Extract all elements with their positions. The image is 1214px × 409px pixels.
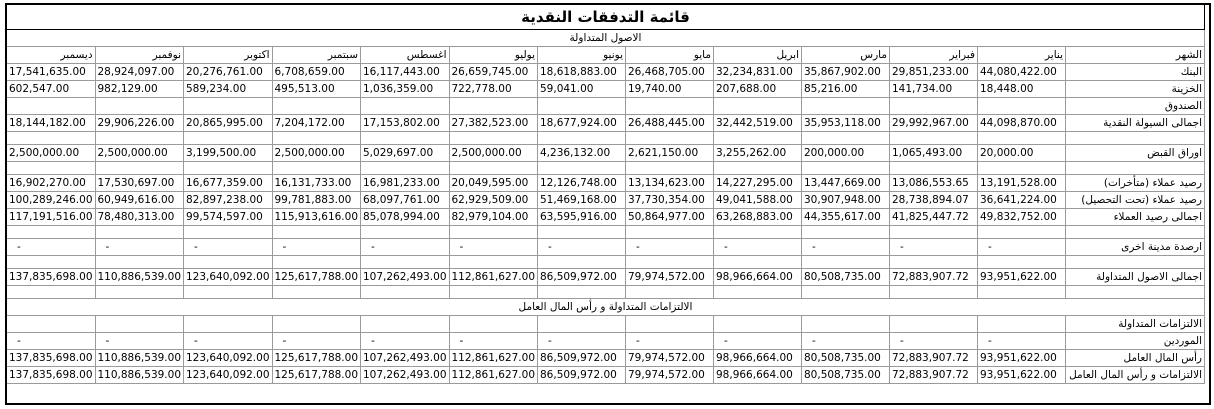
value-cell[interactable]: 28,738,894.07 <box>890 192 978 209</box>
month-header[interactable]: اغسطس <box>361 47 450 64</box>
month-header[interactable]: يوليو <box>449 47 538 64</box>
empty-cell[interactable] <box>714 316 802 333</box>
value-cell[interactable]: - <box>626 239 714 256</box>
value-cell[interactable]: 112,861,627.00 <box>449 350 538 367</box>
value-cell[interactable]: 17,541,635.00 <box>7 64 96 81</box>
value-cell[interactable]: - <box>802 333 890 350</box>
empty-cell[interactable] <box>714 256 802 269</box>
table-row-customers_overdue <box>7 175 1205 192</box>
empty-cell[interactable] <box>978 98 1066 115</box>
empty-cell[interactable] <box>890 132 978 145</box>
value-cell[interactable]: 1,065,493.00 <box>890 145 978 162</box>
empty-cell[interactable] <box>449 226 538 239</box>
value-cell[interactable]: 26,468,705.00 <box>626 64 714 81</box>
value-cell[interactable]: 117,191,516.00 <box>7 209 96 226</box>
empty-cell[interactable] <box>272 226 361 239</box>
empty-cell[interactable] <box>626 162 714 175</box>
empty-cell[interactable] <box>538 98 626 115</box>
value-cell[interactable]: 20,049,595.00 <box>449 175 538 192</box>
table-row-fund <box>7 98 1205 115</box>
empty-cell[interactable] <box>361 286 450 299</box>
value-cell[interactable]: 16,677,359.00 <box>184 175 273 192</box>
empty-cell[interactable] <box>449 256 538 269</box>
empty-cell[interactable] <box>95 98 184 115</box>
empty-cell[interactable] <box>802 98 890 115</box>
value-cell[interactable]: 17,530,697.00 <box>95 175 184 192</box>
value-cell[interactable]: 41,825,447.72 <box>890 209 978 226</box>
value-cell[interactable]: - <box>449 333 538 350</box>
row-label[interactable]: اجمالى الاصول المتداولة <box>1066 269 1205 286</box>
empty-cell[interactable] <box>184 226 273 239</box>
empty-cell[interactable] <box>714 226 802 239</box>
value-cell[interactable]: 6,708,659.00 <box>272 64 361 81</box>
value-cell[interactable]: 17,153,802.00 <box>361 115 450 132</box>
empty-cell[interactable] <box>7 286 96 299</box>
empty-cell[interactable] <box>802 162 890 175</box>
empty-cell[interactable] <box>361 256 450 269</box>
month-header[interactable]: فبراير <box>890 47 978 64</box>
value-cell[interactable]: 29,851,233.00 <box>890 64 978 81</box>
empty-cell[interactable] <box>361 132 450 145</box>
empty-cell[interactable] <box>361 226 450 239</box>
value-cell[interactable]: - <box>184 239 273 256</box>
empty-cell[interactable] <box>95 286 184 299</box>
empty-cell[interactable] <box>890 98 978 115</box>
empty-cell[interactable] <box>361 316 450 333</box>
empty-cell[interactable] <box>184 132 273 145</box>
empty-cell[interactable] <box>978 256 1066 269</box>
row-label[interactable]: البنك <box>1066 64 1205 81</box>
value-cell[interactable]: 722,778.00 <box>449 81 538 98</box>
cash-flow-table <box>6 4 1205 384</box>
value-cell[interactable]: 51,469,168.00 <box>538 192 626 209</box>
value-cell[interactable]: 37,730,354.00 <box>626 192 714 209</box>
month-header[interactable]: اكتوبر <box>184 47 273 64</box>
value-cell[interactable]: - <box>95 333 184 350</box>
value-cell[interactable]: 98,966,664.00 <box>714 350 802 367</box>
value-cell[interactable]: 86,509,972.00 <box>538 367 626 384</box>
value-cell[interactable]: 3,199,500.00 <box>184 145 273 162</box>
empty-cell[interactable] <box>7 256 96 269</box>
empty-cell[interactable] <box>802 286 890 299</box>
month-header[interactable]: مارس <box>802 47 890 64</box>
value-cell[interactable]: 107,262,493.00 <box>361 367 450 384</box>
value-cell[interactable]: 29,992,967.00 <box>890 115 978 132</box>
empty-cell[interactable] <box>449 162 538 175</box>
value-cell[interactable]: 99,574,597.00 <box>184 209 273 226</box>
value-cell[interactable]: 125,617,788.00 <box>272 350 361 367</box>
value-cell[interactable]: 19,740.00 <box>626 81 714 98</box>
table-row-customers_collection <box>7 192 1205 209</box>
value-cell[interactable]: 72,883,907.72 <box>890 269 978 286</box>
empty-cell[interactable] <box>1066 226 1205 239</box>
value-cell[interactable]: 80,508,735.00 <box>802 269 890 286</box>
value-cell[interactable]: 495,513.00 <box>272 81 361 98</box>
table-row-treasury <box>7 81 1205 98</box>
empty-cell[interactable] <box>890 286 978 299</box>
value-cell[interactable]: 98,966,664.00 <box>714 367 802 384</box>
value-cell[interactable]: - <box>626 333 714 350</box>
value-cell[interactable]: 80,508,735.00 <box>802 350 890 367</box>
sheet-title <box>7 5 1205 30</box>
value-cell[interactable]: 123,640,092.00 <box>184 367 273 384</box>
empty-cell[interactable] <box>272 316 361 333</box>
value-cell[interactable]: 79,974,572.00 <box>626 350 714 367</box>
empty-cell[interactable] <box>802 256 890 269</box>
value-cell[interactable]: 20,865,995.00 <box>184 115 273 132</box>
empty-cell[interactable] <box>1066 162 1205 175</box>
value-cell[interactable]: 110,886,539.00 <box>95 269 184 286</box>
value-cell[interactable]: 20,276,761.00 <box>184 64 273 81</box>
empty-cell[interactable] <box>7 98 96 115</box>
empty-cell[interactable] <box>978 316 1066 333</box>
value-cell[interactable]: - <box>7 333 96 350</box>
value-cell[interactable]: 35,953,118.00 <box>802 115 890 132</box>
empty-cell[interactable] <box>626 256 714 269</box>
value-cell[interactable]: 4,236,132.00 <box>538 145 626 162</box>
value-cell[interactable]: 79,974,572.00 <box>626 367 714 384</box>
table-row-notes_receivable <box>7 145 1205 162</box>
empty-cell[interactable] <box>714 132 802 145</box>
value-cell[interactable]: 18,144,182.00 <box>7 115 96 132</box>
value-cell[interactable]: - <box>978 333 1066 350</box>
value-cell[interactable]: 2,500,000.00 <box>449 145 538 162</box>
empty-cell[interactable] <box>890 162 978 175</box>
month-header[interactable]: يناير <box>978 47 1066 64</box>
value-cell[interactable]: 28,924,097.00 <box>95 64 184 81</box>
empty-cell[interactable] <box>95 162 184 175</box>
empty-cell[interactable] <box>890 256 978 269</box>
row-label[interactable]: اوراق القبض <box>1066 145 1205 162</box>
value-cell[interactable]: 44,080,422.00 <box>978 64 1066 81</box>
empty-cell[interactable] <box>538 316 626 333</box>
empty-cell[interactable] <box>361 162 450 175</box>
value-cell[interactable]: 78,480,313.00 <box>95 209 184 226</box>
value-cell[interactable]: 26,488,445.00 <box>626 115 714 132</box>
value-cell[interactable]: - <box>538 333 626 350</box>
value-cell[interactable]: 982,129.00 <box>95 81 184 98</box>
table-row-bank <box>7 64 1205 81</box>
empty-cell[interactable] <box>538 256 626 269</box>
empty-cell[interactable] <box>7 132 96 145</box>
value-cell[interactable]: 13,191,528.00 <box>978 175 1066 192</box>
sheet-title-cell[interactable]: قائمة التدفقات النقدية <box>7 5 1205 30</box>
section-liabilities-cell[interactable]: الالتزامات المتداولة و رأس المال العامل <box>7 299 1205 316</box>
value-cell[interactable]: 137,835,698.00 <box>7 269 96 286</box>
empty-cell[interactable] <box>449 98 538 115</box>
empty-cell[interactable] <box>1066 286 1205 299</box>
empty-cell[interactable] <box>449 286 538 299</box>
value-cell[interactable]: 5,029,697.00 <box>361 145 450 162</box>
spacer-row <box>7 226 1205 239</box>
value-cell[interactable]: 62,929,509.00 <box>449 192 538 209</box>
value-cell[interactable]: 100,289,246.00 <box>7 192 96 209</box>
value-cell[interactable]: 13,447,669.00 <box>802 175 890 192</box>
value-cell[interactable]: 36,641,224.00 <box>978 192 1066 209</box>
table-row-liabilities_and_wc <box>7 367 1205 384</box>
empty-cell[interactable] <box>7 162 96 175</box>
value-cell[interactable]: 110,886,539.00 <box>95 350 184 367</box>
value-cell[interactable]: 2,500,000.00 <box>272 145 361 162</box>
value-cell[interactable]: - <box>890 239 978 256</box>
value-cell[interactable]: - <box>714 239 802 256</box>
value-cell[interactable]: 82,979,104.00 <box>449 209 538 226</box>
empty-cell[interactable] <box>714 98 802 115</box>
value-cell[interactable]: 16,902,270.00 <box>7 175 96 192</box>
value-cell[interactable]: 112,861,627.00 <box>449 269 538 286</box>
month-header[interactable]: مايو <box>626 47 714 64</box>
section-current-assets-cell[interactable]: الاصول المتداولة <box>7 30 1205 47</box>
value-cell[interactable]: 125,617,788.00 <box>272 269 361 286</box>
spacer-row <box>7 286 1205 299</box>
value-cell[interactable]: - <box>272 333 361 350</box>
empty-cell[interactable] <box>714 162 802 175</box>
value-cell[interactable]: 16,981,233.00 <box>361 175 450 192</box>
row-label[interactable]: الالتزامات و رأس المال العامل <box>1066 367 1205 384</box>
value-cell[interactable]: 20,000.00 <box>978 145 1066 162</box>
value-cell[interactable]: 35,867,902.00 <box>802 64 890 81</box>
table-row-current_liabilities <box>7 316 1205 333</box>
value-cell[interactable]: 85,216.00 <box>802 81 890 98</box>
value-cell[interactable]: 49,041,588.00 <box>714 192 802 209</box>
value-cell[interactable]: 123,640,092.00 <box>184 269 273 286</box>
value-cell[interactable]: 86,509,972.00 <box>538 350 626 367</box>
value-cell[interactable]: 2,621,150.00 <box>626 145 714 162</box>
section-liabilities <box>7 299 1205 316</box>
empty-cell[interactable] <box>361 98 450 115</box>
value-cell[interactable]: 82,897,238.00 <box>184 192 273 209</box>
value-cell[interactable]: 86,509,972.00 <box>538 269 626 286</box>
empty-cell[interactable] <box>272 98 361 115</box>
empty-cell[interactable] <box>95 256 184 269</box>
header-row <box>7 47 1205 64</box>
value-cell[interactable]: 137,835,698.00 <box>7 350 96 367</box>
value-cell[interactable]: 110,886,539.00 <box>95 367 184 384</box>
value-cell[interactable]: 16,117,443.00 <box>361 64 450 81</box>
empty-cell[interactable] <box>184 162 273 175</box>
spacer-row <box>7 132 1205 145</box>
value-cell[interactable]: 112,861,627.00 <box>449 367 538 384</box>
table-row-other_debit <box>7 239 1205 256</box>
value-cell[interactable]: 98,966,664.00 <box>714 269 802 286</box>
value-cell[interactable]: 107,262,493.00 <box>361 269 450 286</box>
row-label[interactable]: الموردين <box>1066 333 1205 350</box>
empty-cell[interactable] <box>538 226 626 239</box>
row-label[interactable]: رأس المال العامل <box>1066 350 1205 367</box>
value-cell[interactable]: 141,734.00 <box>890 81 978 98</box>
value-cell[interactable]: - <box>7 239 96 256</box>
value-cell[interactable]: 80,508,735.00 <box>802 367 890 384</box>
empty-cell[interactable] <box>626 286 714 299</box>
row-label[interactable]: رصيد عملاء (متأخرات) <box>1066 175 1205 192</box>
value-cell[interactable]: 49,832,752.00 <box>978 209 1066 226</box>
value-cell[interactable]: 44,355,617.00 <box>802 209 890 226</box>
value-cell[interactable]: 29,906,226.00 <box>95 115 184 132</box>
empty-cell[interactable] <box>978 226 1066 239</box>
value-cell[interactable]: - <box>714 333 802 350</box>
value-cell[interactable]: - <box>538 239 626 256</box>
empty-cell[interactable] <box>978 286 1066 299</box>
value-cell[interactable]: 115,913,616.00 <box>272 209 361 226</box>
table-row-suppliers <box>7 333 1205 350</box>
spacer-row <box>7 256 1205 269</box>
empty-cell[interactable] <box>626 226 714 239</box>
empty-cell[interactable] <box>184 98 273 115</box>
empty-cell[interactable] <box>272 162 361 175</box>
value-cell[interactable]: - <box>95 239 184 256</box>
month-header[interactable]: يونيو <box>538 47 626 64</box>
value-cell[interactable]: - <box>449 239 538 256</box>
empty-cell[interactable] <box>7 316 96 333</box>
value-cell[interactable]: 137,835,698.00 <box>7 367 96 384</box>
empty-cell[interactable] <box>272 256 361 269</box>
value-cell[interactable]: 59,041.00 <box>538 81 626 98</box>
month-header[interactable]: ديسمبر <box>7 47 96 64</box>
value-cell[interactable]: 32,234,831.00 <box>714 64 802 81</box>
empty-cell[interactable] <box>978 132 1066 145</box>
value-cell[interactable]: - <box>890 333 978 350</box>
row-label[interactable]: اجمالى السيولة النقدية <box>1066 115 1205 132</box>
value-cell[interactable]: - <box>802 239 890 256</box>
empty-cell[interactable] <box>272 132 361 145</box>
value-cell[interactable]: 12,126,748.00 <box>538 175 626 192</box>
value-cell[interactable]: 7,204,172.00 <box>272 115 361 132</box>
empty-cell[interactable] <box>538 132 626 145</box>
empty-cell[interactable] <box>272 286 361 299</box>
empty-cell[interactable] <box>95 226 184 239</box>
value-cell[interactable]: 107,262,493.00 <box>361 350 450 367</box>
row-label[interactable]: اجمالى رصيد العملاء <box>1066 209 1205 226</box>
value-cell[interactable]: 79,974,572.00 <box>626 269 714 286</box>
empty-cell[interactable] <box>449 132 538 145</box>
value-cell[interactable]: 99,781,883.00 <box>272 192 361 209</box>
value-cell[interactable]: 72,883,907.72 <box>890 350 978 367</box>
row-label[interactable]: رصيد عملاء (تحت التحصيل) <box>1066 192 1205 209</box>
month-header[interactable]: ابريل <box>714 47 802 64</box>
value-cell[interactable]: - <box>272 239 361 256</box>
value-cell[interactable]: 125,617,788.00 <box>272 367 361 384</box>
value-cell[interactable]: 85,078,994.00 <box>361 209 450 226</box>
value-cell[interactable]: 32,442,519.00 <box>714 115 802 132</box>
value-cell[interactable]: 602,547.00 <box>7 81 96 98</box>
value-cell[interactable]: 93,951,622.00 <box>978 350 1066 367</box>
value-cell[interactable]: 93,951,622.00 <box>978 269 1066 286</box>
value-cell[interactable]: 44,098,870.00 <box>978 115 1066 132</box>
table-row-total_liquidity <box>7 115 1205 132</box>
row-label[interactable]: الالتزامات المتداولة <box>1066 316 1205 333</box>
spacer-row <box>7 162 1205 175</box>
value-cell[interactable]: 2,500,000.00 <box>7 145 96 162</box>
value-cell[interactable]: 123,640,092.00 <box>184 350 273 367</box>
value-cell[interactable]: 14,227,295.00 <box>714 175 802 192</box>
empty-cell[interactable] <box>714 286 802 299</box>
value-cell[interactable]: 27,382,523.00 <box>449 115 538 132</box>
empty-cell[interactable] <box>538 286 626 299</box>
value-cell[interactable]: 72,883,907.72 <box>890 367 978 384</box>
value-cell[interactable]: 93,951,622.00 <box>978 367 1066 384</box>
value-cell[interactable]: 60,949,616.00 <box>95 192 184 209</box>
table-row-working_capital <box>7 350 1205 367</box>
empty-cell[interactable] <box>802 226 890 239</box>
empty-cell[interactable] <box>626 316 714 333</box>
value-cell[interactable]: 50,864,977.00 <box>626 209 714 226</box>
value-cell[interactable]: 30,907,948.00 <box>802 192 890 209</box>
value-cell[interactable]: 16,131,733.00 <box>272 175 361 192</box>
row-label[interactable]: الخزينة <box>1066 81 1205 98</box>
value-cell[interactable]: 68,097,761.00 <box>361 192 450 209</box>
header-label[interactable]: الشهر <box>1066 47 1205 64</box>
row-label[interactable]: ارصدة مدينة اخرى <box>1066 239 1205 256</box>
empty-cell[interactable] <box>184 286 273 299</box>
section-current-assets <box>7 30 1205 47</box>
empty-cell[interactable] <box>538 162 626 175</box>
table-row-total_current_assets <box>7 269 1205 286</box>
empty-cell[interactable] <box>890 226 978 239</box>
empty-cell[interactable] <box>802 316 890 333</box>
row-label[interactable]: الصندوق <box>1066 98 1205 115</box>
month-header[interactable]: نوفمبر <box>95 47 184 64</box>
empty-cell[interactable] <box>1066 132 1205 145</box>
value-cell[interactable]: 1,036,359.00 <box>361 81 450 98</box>
empty-cell[interactable] <box>1066 256 1205 269</box>
value-cell[interactable]: 589,234.00 <box>184 81 273 98</box>
empty-cell[interactable] <box>95 316 184 333</box>
empty-cell[interactable] <box>626 98 714 115</box>
value-cell[interactable]: 13,134,623.00 <box>626 175 714 192</box>
value-cell[interactable]: 63,595,916.00 <box>538 209 626 226</box>
empty-cell[interactable] <box>184 316 273 333</box>
table-row-customers_total <box>7 209 1205 226</box>
value-cell[interactable]: - <box>978 239 1066 256</box>
empty-cell[interactable] <box>95 132 184 145</box>
value-cell[interactable]: - <box>361 333 450 350</box>
empty-cell[interactable] <box>184 256 273 269</box>
value-cell[interactable]: - <box>184 333 273 350</box>
value-cell[interactable]: - <box>361 239 450 256</box>
empty-cell[interactable] <box>449 316 538 333</box>
value-cell[interactable]: 26,659,745.00 <box>449 64 538 81</box>
value-cell[interactable]: 13,086,553.65 <box>890 175 978 192</box>
empty-cell[interactable] <box>7 226 96 239</box>
empty-cell[interactable] <box>978 162 1066 175</box>
value-cell[interactable]: 18,618,883.00 <box>538 64 626 81</box>
empty-cell[interactable] <box>890 316 978 333</box>
value-cell[interactable]: 3,255,262.00 <box>714 145 802 162</box>
value-cell[interactable]: 18,677,924.00 <box>538 115 626 132</box>
empty-cell[interactable] <box>626 132 714 145</box>
month-header[interactable]: سبتمبر <box>272 47 361 64</box>
value-cell[interactable]: 2,500,000.00 <box>95 145 184 162</box>
value-cell[interactable]: 200,000.00 <box>802 145 890 162</box>
value-cell[interactable]: 18,448.00 <box>978 81 1066 98</box>
value-cell[interactable]: 207,688.00 <box>714 81 802 98</box>
empty-cell[interactable] <box>802 132 890 145</box>
value-cell[interactable]: 63,268,883.00 <box>714 209 802 226</box>
